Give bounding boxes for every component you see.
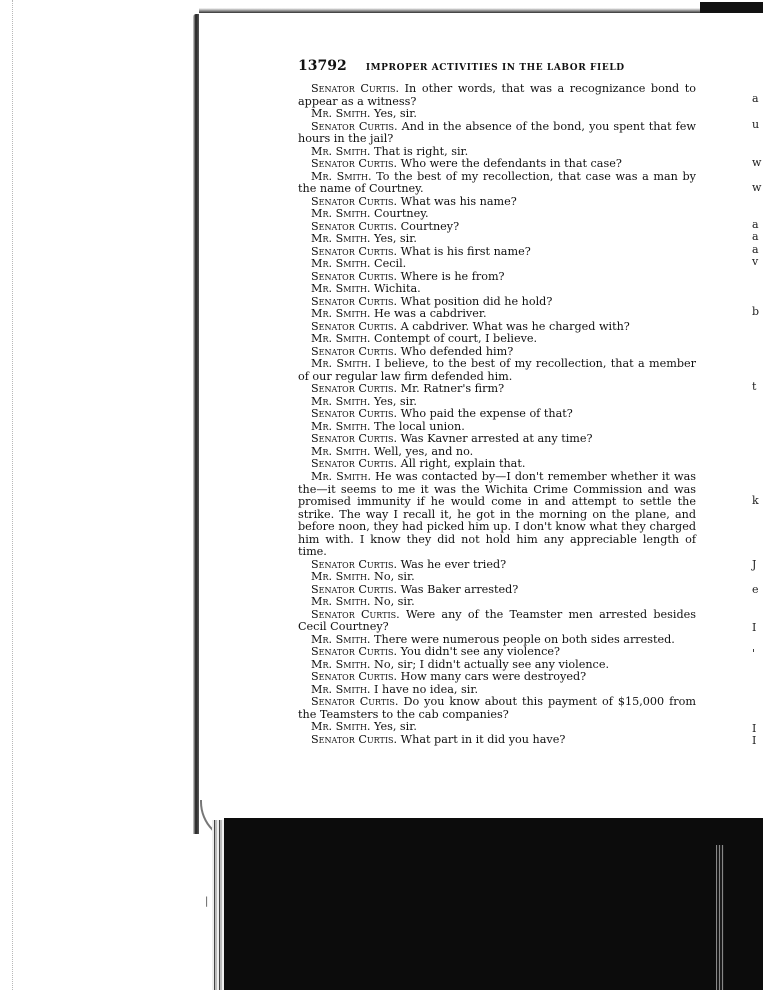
speaker-name: Mr. Smith.: [311, 307, 371, 321]
transcript-paragraph: [298, 171, 696, 196]
statement-text: Who were the defendants in that case?: [400, 157, 622, 171]
facing-page-letter: b: [752, 305, 760, 318]
speaker-name: Mr. Smith.: [311, 595, 371, 609]
speaker-name: Mr. Smith.: [311, 570, 371, 584]
speaker-name: Senator Curtis.: [311, 582, 398, 596]
statement-text: No, sir.: [374, 570, 415, 584]
speaker-name: Mr. Smith.: [311, 282, 371, 296]
facing-page-letter: I: [752, 722, 757, 735]
speaker-name: Mr. Smith.: [311, 469, 372, 483]
statement-text: What is his first name?: [400, 244, 531, 258]
speaker-name: Mr. Smith.: [311, 444, 371, 458]
statement-text: Where is he from?: [400, 269, 505, 283]
statement-text: You didn't see any violence?: [400, 645, 560, 659]
facing-page-letter: I: [752, 621, 757, 634]
facing-page-letter: J: [752, 558, 757, 571]
speaker-name: Senator Curtis.: [311, 382, 398, 396]
statement-text: Were any of the Teamster men arrested besides Cecil Courtney?: [298, 607, 696, 634]
speaker-name: Mr. Smith.: [311, 332, 371, 346]
statement-text: Was he ever tried?: [400, 557, 507, 571]
running-head: IMPROPER ACTIVITIES IN THE LABOR FIELD: [365, 63, 625, 73]
hearing-transcript: [298, 83, 696, 746]
facing-page-letter: ': [752, 647, 756, 660]
scan-mark: |: [205, 896, 209, 907]
facing-page-letter: I: [752, 734, 757, 747]
statement-text: Mr. Ratner's firm?: [400, 382, 505, 396]
page-header: [298, 55, 698, 73]
transcript-paragraph: [298, 121, 696, 146]
speaker-name: Senator Curtis.: [311, 219, 398, 233]
speaker-name: Senator Curtis.: [311, 344, 398, 358]
speaker-name: Mr. Smith.: [311, 632, 371, 646]
speaker-name: Senator Curtis.: [311, 557, 398, 571]
speaker-name: Senator Curtis.: [311, 294, 398, 308]
statement-text: Cecil.: [374, 257, 407, 271]
speaker-name: Mr. Smith.: [311, 207, 371, 221]
transcript-paragraph: [298, 734, 696, 747]
facing-page-margin: [752, 0, 763, 820]
speaker-name: Mr. Smith.: [311, 232, 371, 246]
book-page-edges-right: [716, 845, 724, 990]
transcript-paragraph: [298, 358, 696, 383]
facing-page-letter: a: [752, 230, 759, 243]
statement-text: Yes, sir.: [374, 107, 417, 121]
statement-text: I have no idea, sir.: [374, 682, 479, 696]
statement-text: In other words, that was a recognizance bond to appear as a witness?: [298, 82, 696, 108]
speaker-name: Senator Curtis.: [311, 407, 398, 421]
speaker-name: Mr. Smith.: [311, 682, 371, 696]
page-number: 13792: [298, 58, 347, 74]
transcript-paragraph: [298, 609, 696, 634]
statement-text: What was his name?: [400, 194, 517, 208]
transcript-paragraph: [298, 471, 696, 559]
scan-margin-left: [0, 0, 13, 990]
facing-page-letter: u: [752, 118, 760, 131]
transcript-paragraph: [298, 83, 696, 108]
statement-text: To the best of my recollection, that case was a man by the name of Courtney.: [298, 169, 696, 196]
speaker-name: Senator Curtis.: [311, 269, 398, 283]
speaker-name: Senator Curtis.: [311, 432, 398, 446]
statement-text: Yes, sir.: [374, 232, 417, 246]
statement-text: He was contacted by—I don't remember whether it was the—it seems to me it was the Wichita Crime Commission and was promised immunity if he would come in and attempt to settle the strike. The way I recall it, he got in the morning on the plane, and before noon, they had picked him up. I don't know what they charged him with. I know they did not hold him any appreciable length of time.: [298, 469, 696, 559]
statement-text: Courtney.: [374, 207, 429, 221]
facing-page-letter: e: [752, 583, 759, 596]
statement-text: A cabdriver. What was he charged with?: [400, 319, 630, 333]
speaker-name: Senator Curtis.: [311, 319, 398, 333]
facing-page-letter: t: [752, 380, 757, 393]
facing-page-letter: w: [752, 156, 762, 169]
speaker-name: Senator Curtis.: [311, 695, 399, 709]
statement-text: What part in it did you have?: [400, 732, 566, 746]
statement-text: No, sir; I didn't actually see any violence.: [374, 657, 609, 671]
statement-text: Courtney?: [400, 219, 460, 233]
facing-page-letter: a: [752, 243, 759, 256]
statement-text: The local union.: [374, 419, 465, 433]
facing-page-letter: a: [752, 92, 759, 105]
statement-text: How many cars were destroyed?: [400, 670, 587, 684]
speaker-name: Mr. Smith.: [311, 257, 371, 271]
statement-text: He was a cabdriver.: [374, 307, 487, 321]
speaker-name: Mr. Smith.: [311, 144, 371, 158]
speaker-name: Mr. Smith.: [311, 357, 372, 371]
speaker-name: Mr. Smith.: [311, 169, 372, 183]
statement-text: Yes, sir.: [374, 720, 417, 734]
statement-text: Well, yes, and no.: [374, 444, 474, 458]
facing-page-letter: v: [752, 255, 759, 268]
statement-text: That is right, sir.: [374, 144, 469, 158]
transcript-paragraph: [298, 696, 696, 721]
speaker-name: Senator Curtis.: [311, 244, 398, 258]
speaker-name: Mr. Smith.: [311, 657, 371, 671]
speaker-name: Mr. Smith.: [311, 107, 371, 121]
statement-text: Was Baker arrested?: [400, 582, 519, 596]
speaker-name: Senator Curtis.: [311, 645, 398, 659]
statement-text: There were numerous people on both sides arrested.: [374, 632, 675, 646]
statement-text: Who paid the expense of that?: [400, 407, 573, 421]
facing-page-letter: a: [752, 218, 759, 231]
statement-text: Yes, sir.: [374, 394, 417, 408]
statement-text: And in the absence of the bond, you spent that few hours in the jail?: [298, 119, 696, 146]
statement-text: Contempt of court, I believe.: [374, 332, 538, 346]
speaker-name: Senator Curtis.: [311, 670, 398, 684]
statement-text: Was Kavner arrested at any time?: [400, 432, 593, 446]
statement-text: Do you know about this payment of $15,000 from the Teamsters to the cab companies?: [298, 695, 696, 721]
speaker-name: Mr. Smith.: [311, 394, 371, 408]
speaker-name: Mr. Smith.: [311, 720, 371, 734]
statement-text: I believe, to the best of my recollection, that a member of our regular law firm defended him.: [298, 357, 696, 383]
scan-dark-background: [224, 818, 763, 990]
statement-text: Who defended him?: [400, 344, 514, 358]
facing-page-letter: w: [752, 181, 762, 194]
speaker-name: Senator Curtis.: [311, 119, 398, 133]
speaker-name: Senator Curtis.: [311, 82, 400, 95]
speaker-name: Mr. Smith.: [311, 419, 371, 433]
statement-text: What position did he hold?: [400, 294, 553, 308]
facing-page-letter: k: [752, 494, 759, 507]
speaker-name: Senator Curtis.: [311, 157, 398, 171]
statement-text: No, sir.: [374, 595, 415, 609]
speaker-name: Senator Curtis.: [311, 457, 398, 471]
speaker-name: Senator Curtis.: [311, 607, 400, 621]
statement-text: All right, explain that.: [400, 457, 526, 471]
speaker-name: Senator Curtis.: [311, 732, 398, 746]
speaker-name: Senator Curtis.: [311, 194, 398, 208]
statement-text: Wichita.: [374, 282, 421, 296]
